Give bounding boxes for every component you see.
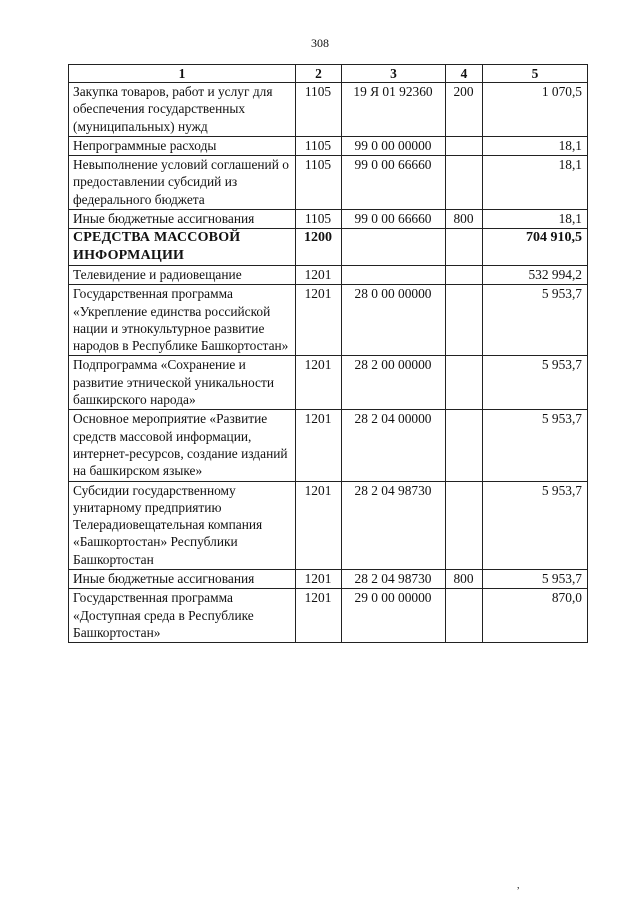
row-expense-type-cell [446,136,483,155]
row-target-article-cell: 29 0 00 00000 [342,589,446,643]
table-row [69,481,588,569]
header-row [69,65,588,83]
row-expense-type-cell [446,265,483,284]
row-amount-cell: 5 953,7 [483,570,588,589]
table-row [69,570,588,589]
row-target-article-cell: 99 0 00 00000 [342,136,446,155]
page-number: 308 [311,36,329,50]
row-amount-cell: 532 994,2 [483,265,588,284]
row-amount-cell: 870,0 [483,589,588,643]
row-amount-cell: 18,1 [483,210,588,229]
table-row [69,83,588,137]
row-section-code-cell: 1105 [296,83,342,137]
row-name-cell: Государственная программа «Доступная среда в Республике Башкортостан» [69,589,296,643]
row-expense-type-cell [446,285,483,356]
row-amount-cell: 5 953,7 [483,410,588,481]
row-target-article-cell: 99 0 00 66660 [342,210,446,229]
row-name-cell: Подпрограмма «Сохранение и развитие этнической уникальности башкирского народа» [69,356,296,410]
row-expense-type-cell: 800 [446,570,483,589]
table-row [69,229,588,266]
row-amount-cell: 18,1 [483,156,588,210]
table-row [69,265,588,284]
row-amount-cell: 18,1 [483,136,588,155]
row-expense-type-cell [446,156,483,210]
row-target-article-cell: 28 2 04 98730 [342,570,446,589]
row-target-article-cell: 19 Я 01 92360 [342,83,446,137]
row-section-code-cell: 1201 [296,589,342,643]
row-target-article-cell: 28 2 00 00000 [342,356,446,410]
header-cell-4: 4 [446,65,483,83]
row-section-code-cell: 1201 [296,410,342,481]
row-name-cell: Государственная программа «Укрепление единства российской нации и этнокультурное развитие народов в Республике Башкортостан» [69,285,296,356]
row-expense-type-cell: 800 [446,210,483,229]
row-section-code-cell: 1201 [296,285,342,356]
row-name-cell: Непрограммные расходы [69,136,296,155]
row-amount-cell: 5 953,7 [483,356,588,410]
row-section-code-cell: 1201 [296,570,342,589]
row-name-cell: Телевидение и радиовещание [69,265,296,284]
header-cell-5: 5 [483,65,588,83]
row-expense-type-cell [446,589,483,643]
row-section-code-cell: 1105 [296,156,342,210]
row-section-code-cell: 1105 [296,210,342,229]
row-amount-cell: 1 070,5 [483,83,588,137]
row-section-code-cell: 1105 [296,136,342,155]
page-mark: , [517,880,520,891]
table-row [69,136,588,155]
row-name-cell: Иные бюджетные ассигнования [69,570,296,589]
header-cell-2: 2 [296,65,342,83]
table-body [69,83,588,643]
header-cell-1: 1 [69,65,296,83]
row-name-cell: Невыполнение условий соглашений о предоставлении субсидий из федерального бюджета [69,156,296,210]
row-target-article-cell [342,265,446,284]
table-row [69,410,588,481]
row-name-cell: Основное мероприятие «Развитие средств массовой информации, интернет-ресурсов, создание изданий на башкирском языке» [69,410,296,481]
table-row [69,285,588,356]
row-name-cell: СРЕДСТВА МАССОВОЙ ИНФОРМАЦИИ [69,229,296,266]
row-section-code-cell: 1201 [296,265,342,284]
table-row [69,356,588,410]
row-target-article-cell: 28 2 04 98730 [342,481,446,569]
budget-table [68,64,588,643]
table-row [69,156,588,210]
row-target-article-cell: 99 0 00 66660 [342,156,446,210]
row-amount-cell: 5 953,7 [483,285,588,356]
table-row [69,589,588,643]
row-expense-type-cell [446,481,483,569]
row-expense-type-cell [446,229,483,266]
row-expense-type-cell [446,410,483,481]
row-name-cell: Субсидии государственному унитарному предприятию Телерадиовещательная компания «Башкортостан» Республики Башкортостан [69,481,296,569]
row-target-article-cell [342,229,446,266]
row-target-article-cell: 28 2 04 00000 [342,410,446,481]
row-name-cell: Иные бюджетные ассигнования [69,210,296,229]
row-amount-cell: 5 953,7 [483,481,588,569]
row-expense-type-cell [446,356,483,410]
row-section-code-cell: 1200 [296,229,342,266]
row-section-code-cell: 1201 [296,356,342,410]
row-target-article-cell: 28 0 00 00000 [342,285,446,356]
header-cell-3: 3 [342,65,446,83]
row-amount-cell: 704 910,5 [483,229,588,266]
row-expense-type-cell: 200 [446,83,483,137]
row-section-code-cell: 1201 [296,481,342,569]
row-name-cell: Закупка товаров, работ и услуг для обеспечения государственных (муниципальных) нужд [69,83,296,137]
table-row [69,210,588,229]
